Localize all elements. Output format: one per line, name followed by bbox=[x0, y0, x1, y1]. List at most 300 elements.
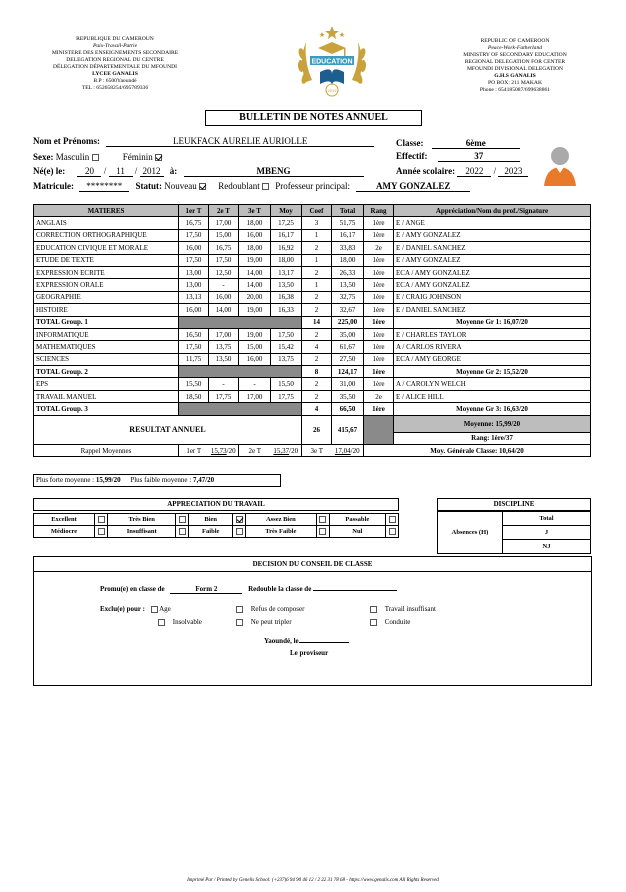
col-subject: MATIERES bbox=[34, 205, 179, 217]
recall-term-score: 15,37 bbox=[273, 446, 290, 455]
group-total-filler bbox=[179, 366, 302, 378]
cell-coef: 2 bbox=[302, 304, 332, 316]
appr-insuffisant: Insuffisant bbox=[108, 526, 176, 538]
recall-term-label: 2e T bbox=[239, 445, 271, 457]
school-logo bbox=[292, 22, 372, 102]
cell-average: 15,50 bbox=[271, 378, 302, 390]
appreciation-grid bbox=[33, 513, 399, 538]
cell-term1: 13,13 bbox=[179, 291, 209, 303]
ministry-en: MINISTRY OF SECONDARY EDUCATION bbox=[463, 52, 567, 58]
cell-rank: 1ère bbox=[364, 279, 394, 291]
cell-total: 27,50 bbox=[332, 353, 364, 365]
cell-term2: 17,50 bbox=[209, 254, 239, 266]
disc-total-label: Total bbox=[503, 512, 591, 526]
group-total-filler bbox=[179, 403, 302, 415]
group-total-total: 225,00 bbox=[332, 316, 364, 328]
birthplace: MBENG bbox=[184, 166, 364, 177]
born-label: Né(e) le: bbox=[33, 166, 66, 176]
appr-passable-checkbox[interactable] bbox=[386, 514, 399, 526]
new-label: Nouveau bbox=[164, 181, 197, 191]
appr-tres-faible: Très Faible bbox=[246, 526, 317, 538]
table-row bbox=[34, 353, 591, 365]
po-box-en: PO BOX: 211 MAKAK bbox=[487, 80, 543, 86]
motto-fr: Paix-Travail-Patrie bbox=[92, 43, 138, 49]
cell-appreciation: ECA / AMY GONZALEZ bbox=[394, 266, 591, 278]
po-box-fr: B.P : 6500Yaoundé bbox=[93, 78, 137, 84]
cell-average: 16,38 bbox=[271, 291, 302, 303]
matricule-label: Matricule: bbox=[33, 181, 74, 191]
appr-passable: Passable bbox=[329, 514, 385, 526]
cell-coef: 1 bbox=[302, 279, 332, 291]
cell-total: 16,17 bbox=[332, 229, 364, 241]
cell-term1: 16,75 bbox=[179, 217, 209, 229]
cell-term3: 18,00 bbox=[239, 217, 271, 229]
table-row bbox=[34, 328, 591, 340]
cell-appreciation: E / CHARLES TAYLOR bbox=[394, 328, 591, 340]
cell-appreciation: E / ANGE bbox=[394, 217, 591, 229]
work-checkbox[interactable] bbox=[370, 606, 377, 613]
cell-term3: 18,00 bbox=[239, 242, 271, 254]
cell-term2: 17,00 bbox=[209, 328, 239, 340]
recall-term-unit: /20 bbox=[289, 446, 299, 455]
cell-subject: ANGLAIS bbox=[34, 217, 179, 229]
cell-term3: 16,00 bbox=[239, 229, 271, 241]
cell-rank: 1ère bbox=[364, 229, 394, 241]
cell-rank: 1ère bbox=[364, 254, 394, 266]
refuse-label: Refus de composer bbox=[250, 605, 305, 613]
group-total-total: 124,17 bbox=[332, 366, 364, 378]
recall-term-value bbox=[209, 445, 239, 457]
school-fr: LYCEE GANALIS bbox=[92, 71, 138, 77]
cell-rank: 1ère bbox=[364, 353, 394, 365]
group-total-rank: 1ère bbox=[364, 366, 394, 378]
appreciation-row bbox=[34, 526, 399, 538]
group-total-coef: 4 bbox=[302, 403, 332, 415]
cell-coef: 1 bbox=[302, 254, 332, 266]
table-row bbox=[34, 242, 591, 254]
birth-day: 20 bbox=[77, 166, 101, 177]
student-name: LEUKFACK AURELIE AURIOLLE bbox=[106, 136, 374, 147]
cell-subject: CORRECTION ORTHOGRAPHIQUE bbox=[34, 229, 179, 241]
col-total: Total bbox=[332, 205, 364, 217]
cell-average: 17,25 bbox=[271, 217, 302, 229]
date-line bbox=[299, 642, 349, 643]
cell-total: 61,67 bbox=[332, 341, 364, 353]
recall-term-unit: /20 bbox=[350, 446, 360, 455]
table-row bbox=[34, 229, 591, 241]
cell-coef: 4 bbox=[302, 341, 332, 353]
cell-term1: 13,00 bbox=[179, 279, 209, 291]
cell-term1: 16,50 bbox=[179, 328, 209, 340]
cell-coef: 3 bbox=[302, 217, 332, 229]
annual-total: 415,67 bbox=[332, 415, 364, 444]
promoted-label: Promu(e) en classe de bbox=[100, 585, 165, 593]
appreciation-section bbox=[33, 498, 399, 538]
group-total-coef: 14 bbox=[302, 316, 332, 328]
cell-subject: HISTOIRE bbox=[34, 304, 179, 316]
discipline-grid bbox=[437, 511, 591, 554]
recall-term-value bbox=[332, 445, 364, 457]
appr-assez-bien: Assez Bien bbox=[246, 514, 317, 526]
triple-label: Ne peut tripler bbox=[250, 618, 292, 626]
new-checkbox[interactable] bbox=[199, 183, 206, 190]
age-checkbox[interactable] bbox=[151, 606, 158, 613]
appr-bien-checkbox[interactable] bbox=[233, 514, 246, 526]
group-average: Moyenne Gr 1: 16,07/20 bbox=[394, 316, 591, 328]
annual-average: Moyenne: 15,99/20 bbox=[394, 415, 591, 432]
logo-year: 2019 bbox=[327, 88, 337, 93]
lowest-avg-value: 7,47 bbox=[193, 475, 205, 487]
recall-term-score: 17,04 bbox=[334, 446, 351, 455]
cell-term2: - bbox=[209, 378, 239, 390]
recall-term-score: 15,73 bbox=[210, 446, 227, 455]
repeat-checkbox[interactable] bbox=[262, 183, 269, 190]
report-title: BULLETIN DE NOTES ANNUEL bbox=[205, 110, 422, 126]
cell-term2: 14,00 bbox=[209, 304, 239, 316]
cell-total: 51,75 bbox=[332, 217, 364, 229]
conduct-label: Conduite bbox=[384, 618, 411, 626]
cell-term3: 19,00 bbox=[239, 304, 271, 316]
female-checkbox[interactable] bbox=[155, 154, 162, 161]
name-label: Nom et Prénoms: bbox=[33, 136, 100, 146]
cell-term3: 14,00 bbox=[239, 266, 271, 278]
appr-excellent-checkbox[interactable] bbox=[95, 514, 108, 526]
group-total-row bbox=[34, 403, 591, 415]
education-emblem-icon bbox=[292, 22, 372, 102]
cell-average: 18,00 bbox=[271, 254, 302, 266]
cell-subject: EDUCATION CIVIQUE ET MORALE bbox=[34, 242, 179, 254]
cell-term3: 17,00 bbox=[239, 390, 271, 402]
col-rank: Rang bbox=[364, 205, 394, 217]
cell-term1: 17,50 bbox=[179, 341, 209, 353]
highest-avg-unit: /20 bbox=[111, 476, 121, 484]
col-term1: 1er T bbox=[179, 205, 209, 217]
cell-term2: - bbox=[209, 279, 239, 291]
insolvable-label: Insolvable bbox=[172, 618, 202, 626]
cell-term1: 13,00 bbox=[179, 266, 209, 278]
cell-average: 16,33 bbox=[271, 304, 302, 316]
cell-total: 31,00 bbox=[332, 378, 364, 390]
cell-term2: 16,75 bbox=[209, 242, 239, 254]
triple-checkbox[interactable] bbox=[236, 619, 243, 626]
work-label: Travail insuffisant bbox=[384, 605, 436, 613]
phone-en: Phone : 654185087/699638861 bbox=[479, 87, 551, 93]
group-average: Moyenne Gr 2: 15,52/20 bbox=[394, 366, 591, 378]
highest-avg-value: 15,99 bbox=[96, 475, 112, 487]
group-total-filler bbox=[179, 316, 302, 328]
cell-term3: 20,00 bbox=[239, 291, 271, 303]
cell-rank: 1ère bbox=[364, 291, 394, 303]
enrol-value: 37 bbox=[438, 151, 520, 162]
cell-coef: 2 bbox=[302, 242, 332, 254]
cell-term1: 18,50 bbox=[179, 390, 209, 402]
cell-coef: 2 bbox=[302, 390, 332, 402]
appr-bien: Bien bbox=[189, 514, 233, 526]
country-fr: REPUBLIQUE DU CAMEROUN bbox=[76, 36, 154, 42]
cell-term1: 17,50 bbox=[179, 229, 209, 241]
cell-term2: 13,75 bbox=[209, 341, 239, 353]
birth-month: 11 bbox=[109, 166, 133, 177]
col-coef: Coef bbox=[302, 205, 332, 217]
appreciation-row bbox=[34, 514, 399, 526]
cell-average: 15,42 bbox=[271, 341, 302, 353]
cell-appreciation: ECA / AMY GONZALEZ bbox=[394, 279, 591, 291]
absences-label: Absences (H) bbox=[438, 512, 503, 554]
table-row bbox=[34, 279, 591, 291]
cell-total: 13,50 bbox=[332, 279, 364, 291]
table-row bbox=[34, 390, 591, 402]
cell-average: 17,50 bbox=[271, 328, 302, 340]
table-row bbox=[34, 217, 591, 229]
insolvable-checkbox[interactable] bbox=[158, 619, 165, 626]
birth-year: 2012 bbox=[140, 166, 164, 177]
annual-coef: 26 bbox=[302, 415, 332, 444]
group-total-label: TOTAL Group. 1 bbox=[34, 316, 179, 328]
prof-label: Professeur principal: bbox=[275, 181, 350, 191]
phone-fr: TEL : 652658254/695789336 bbox=[81, 85, 149, 91]
region-fr: DELEGATION REGIONAL DU CENTRE bbox=[66, 57, 164, 63]
recall-row bbox=[34, 445, 591, 457]
cell-subject: INFORMATIQUE bbox=[34, 328, 179, 340]
class-label: Classe: bbox=[396, 138, 424, 148]
cell-average: 13,17 bbox=[271, 266, 302, 278]
group-total-row bbox=[34, 366, 591, 378]
cell-appreciation: E / AMY GONZALEZ bbox=[394, 229, 591, 241]
age-label: Age bbox=[159, 605, 171, 613]
cell-coef: 2 bbox=[302, 378, 332, 390]
cell-term1: 11,75 bbox=[179, 353, 209, 365]
cell-subject: ETUDE DE TEXTE bbox=[34, 254, 179, 266]
appr-nul: Nul bbox=[329, 526, 385, 538]
table-row bbox=[34, 266, 591, 278]
cell-total: 32,67 bbox=[332, 304, 364, 316]
female-label: Féminin bbox=[122, 152, 153, 162]
appr-tres-bien-checkbox[interactable] bbox=[176, 514, 189, 526]
conduct-checkbox[interactable] bbox=[370, 619, 377, 626]
cell-rank: 1ère bbox=[364, 304, 394, 316]
col-appreciation: Appréciation/Nom du prof./Signature bbox=[394, 205, 591, 217]
cell-term2: 16,00 bbox=[209, 291, 239, 303]
cell-term2: 17,75 bbox=[209, 390, 239, 402]
cell-subject: EPS bbox=[34, 378, 179, 390]
discipline-title: DISCIPLINE bbox=[437, 498, 591, 511]
cell-term3: 15,00 bbox=[239, 341, 271, 353]
appr-insuffisant-checkbox[interactable] bbox=[176, 526, 189, 538]
cell-coef: 2 bbox=[302, 291, 332, 303]
col-term3: 3e T bbox=[239, 205, 271, 217]
group-total-rank: 1ère bbox=[364, 316, 394, 328]
recall-label: Rappel Moyennes bbox=[34, 445, 179, 457]
table-row bbox=[34, 304, 591, 316]
grades-table bbox=[33, 204, 591, 457]
group-average: Moyenne Gr 3: 16,63/20 bbox=[394, 403, 591, 415]
cell-rank: 1ère bbox=[364, 341, 394, 353]
cell-rank: 1ère bbox=[364, 217, 394, 229]
appr-tres-faible-checkbox[interactable] bbox=[316, 526, 329, 538]
school-year-end: 2023 bbox=[498, 166, 528, 177]
group-total-coef: 8 bbox=[302, 366, 332, 378]
cell-appreciation: A / CARLOS RIVERA bbox=[394, 341, 591, 353]
cell-total: 35,50 bbox=[332, 390, 364, 402]
highest-avg-label: Plus forte moyenne : bbox=[36, 476, 95, 484]
col-term2: 2e T bbox=[209, 205, 239, 217]
disc-justified-label: J bbox=[503, 526, 591, 540]
group-total-label: TOTAL Group. 2 bbox=[34, 366, 179, 378]
decision-title: DECISION DU CONSEIL DE CLASSE bbox=[34, 557, 591, 572]
status-label: Statut: bbox=[135, 181, 162, 191]
annual-result-row bbox=[34, 415, 591, 432]
cell-total: 33,83 bbox=[332, 242, 364, 254]
cell-subject: TRAVAIL MANUEL bbox=[34, 390, 179, 402]
appr-assez-bien-checkbox[interactable] bbox=[316, 514, 329, 526]
cell-rank: 2e bbox=[364, 242, 394, 254]
appr-nul-checkbox[interactable] bbox=[386, 526, 399, 538]
recall-term-value bbox=[271, 445, 302, 457]
cell-term1: 15,50 bbox=[179, 378, 209, 390]
lowest-avg-unit: /20 bbox=[205, 476, 215, 484]
school-en: G.H.S GANALIS bbox=[494, 73, 536, 79]
cell-appreciation: E / DANIEL SANCHEZ bbox=[394, 304, 591, 316]
school-year-start: 2022 bbox=[457, 166, 491, 177]
excluded-label: Exclu(e) pour : bbox=[100, 605, 145, 613]
cell-average: 16,17 bbox=[271, 229, 302, 241]
cell-term3: 19,00 bbox=[239, 254, 271, 266]
ministry-fr: MINISTERE DES ENSEIGNEMENTS SECONDAIRE bbox=[51, 50, 179, 56]
decision-section bbox=[33, 556, 592, 686]
cell-term3: 19,00 bbox=[239, 328, 271, 340]
cell-rank: 1ère bbox=[364, 378, 394, 390]
recall-term-label: 3e T bbox=[302, 445, 332, 457]
cell-term1: 16,00 bbox=[179, 304, 209, 316]
cell-appreciation: E / CRAIG JOHNSON bbox=[394, 291, 591, 303]
cell-term2: 17,00 bbox=[209, 217, 239, 229]
cell-subject: EXPRESSION ORALE bbox=[34, 279, 179, 291]
group-total-label: TOTAL Group. 3 bbox=[34, 403, 179, 415]
appr-faible-checkbox[interactable] bbox=[233, 526, 246, 538]
cell-rank: 1ère bbox=[364, 328, 394, 340]
cell-term2: 13,50 bbox=[209, 353, 239, 365]
logo-text: EDUCATION bbox=[311, 58, 353, 66]
disc-unjustified-label: NJ bbox=[503, 540, 591, 554]
cell-term3: - bbox=[239, 378, 271, 390]
cell-coef: 2 bbox=[302, 353, 332, 365]
cell-term1: 17,50 bbox=[179, 254, 209, 266]
cell-appreciation: E / DANIEL SANCHEZ bbox=[394, 242, 591, 254]
class-value: 6ème bbox=[432, 138, 520, 149]
motto-en: Peace-Work-Fatherland bbox=[487, 45, 543, 51]
region-en: REGIONAL DELEGATION FOR CENTER bbox=[464, 59, 566, 65]
cell-total: 32,75 bbox=[332, 291, 364, 303]
cell-coef: 2 bbox=[302, 328, 332, 340]
enrol-label: Effectif: bbox=[396, 151, 428, 161]
footer-note: Imprimé Par / Printed by Genelis School: (+237)6 94 90 46 12 / 2 22 31 78 68 - https://www.genalis.com All Rights Reserved bbox=[187, 878, 439, 883]
lowest-avg-label: Plus faible moyenne : bbox=[130, 476, 192, 484]
male-checkbox[interactable] bbox=[92, 154, 99, 161]
annual-result-label: RESULTAT ANNUEL bbox=[34, 415, 302, 444]
annual-rank-filler bbox=[364, 415, 394, 444]
place-date-label: Yaoundé, le bbox=[264, 637, 299, 645]
cell-appreciation: A / CAROLYN WELCH bbox=[394, 378, 591, 390]
avatar bbox=[542, 140, 578, 188]
extremes-row bbox=[33, 474, 281, 487]
grades-body bbox=[34, 217, 591, 457]
cell-coef: 2 bbox=[302, 266, 332, 278]
cell-appreciation: E / ALICE HILL bbox=[394, 390, 591, 402]
school-year-label: Année scolaire: bbox=[396, 166, 456, 176]
class-general-average: Moy. Générale Classe: 10,64/20 bbox=[364, 445, 591, 457]
cell-average: 13,75 bbox=[271, 353, 302, 365]
table-row bbox=[34, 378, 591, 390]
table-row bbox=[34, 341, 591, 353]
cell-subject: SCIENCES bbox=[34, 353, 179, 365]
division-fr: DÉLEGATION DÉPARTEMENTALE DU MFOUNDI bbox=[52, 64, 178, 70]
refuse-checkbox[interactable] bbox=[236, 606, 243, 613]
cell-total: 18,00 bbox=[332, 254, 364, 266]
table-row bbox=[34, 291, 591, 303]
cell-total: 26,33 bbox=[332, 266, 364, 278]
cell-term3: 16,00 bbox=[239, 353, 271, 365]
repeat-class-label: Redouble la classe de bbox=[248, 585, 312, 593]
group-total-row bbox=[34, 316, 591, 328]
cell-subject: MATHEMATIQUES bbox=[34, 341, 179, 353]
male-label: Masculin bbox=[55, 152, 90, 162]
appr-mediocre: Médiocre bbox=[34, 526, 95, 538]
cell-total: 35,00 bbox=[332, 328, 364, 340]
country-en: REPUBLIC OF CAMEROON bbox=[480, 38, 550, 44]
cell-appreciation: E / AMY GONZALEZ bbox=[394, 254, 591, 266]
matricule-value: ******** bbox=[79, 181, 129, 192]
cell-term2: 12,50 bbox=[209, 266, 239, 278]
sex-label: Sexe: bbox=[33, 152, 54, 162]
cell-average: 17,75 bbox=[271, 390, 302, 402]
cell-subject: EXPRESSION ECRITE bbox=[34, 266, 179, 278]
discipline-section bbox=[437, 498, 591, 554]
recall-term-label: 1er T bbox=[179, 445, 209, 457]
table-row bbox=[34, 254, 591, 266]
header-left bbox=[40, 36, 190, 92]
principal-label: Le proviseur bbox=[290, 649, 329, 657]
cell-appreciation: ECA / AMY GEORGE bbox=[394, 353, 591, 365]
cell-term3: 14,00 bbox=[239, 279, 271, 291]
header-right bbox=[440, 38, 590, 94]
annual-rank: Rang: 1ère/37 bbox=[394, 432, 591, 444]
table-header-row bbox=[34, 205, 591, 217]
cell-average: 16,92 bbox=[271, 242, 302, 254]
appr-tres-bien: Très Bien bbox=[108, 514, 176, 526]
at-label: à: bbox=[169, 166, 178, 176]
repeat-label: Redoublant bbox=[218, 181, 260, 191]
appr-mediocre-checkbox[interactable] bbox=[95, 526, 108, 538]
cell-term2: 15,00 bbox=[209, 229, 239, 241]
repeat-class-value bbox=[313, 590, 397, 591]
appr-excellent: Excellent bbox=[34, 514, 95, 526]
cell-term1: 16,00 bbox=[179, 242, 209, 254]
promoted-class: Form 2 bbox=[170, 585, 242, 594]
cell-rank: 1ère bbox=[364, 266, 394, 278]
cell-average: 13,50 bbox=[271, 279, 302, 291]
cell-coef: 1 bbox=[302, 229, 332, 241]
division-en: MFOUNDI DIVISIONAL DELEGATION bbox=[466, 66, 564, 72]
appreciation-title: APPRECIATION DU TRAVAIL bbox=[33, 498, 399, 511]
cell-rank: 2e bbox=[364, 390, 394, 402]
group-total-total: 66,50 bbox=[332, 403, 364, 415]
group-total-rank: 1ère bbox=[364, 403, 394, 415]
appr-faible: Faible bbox=[189, 526, 233, 538]
recall-term-unit: /20 bbox=[226, 446, 236, 455]
user-avatar-icon bbox=[542, 140, 578, 188]
main-teacher: AMY GONZALEZ bbox=[356, 181, 470, 192]
cell-subject: GEOGRAPHIE bbox=[34, 291, 179, 303]
